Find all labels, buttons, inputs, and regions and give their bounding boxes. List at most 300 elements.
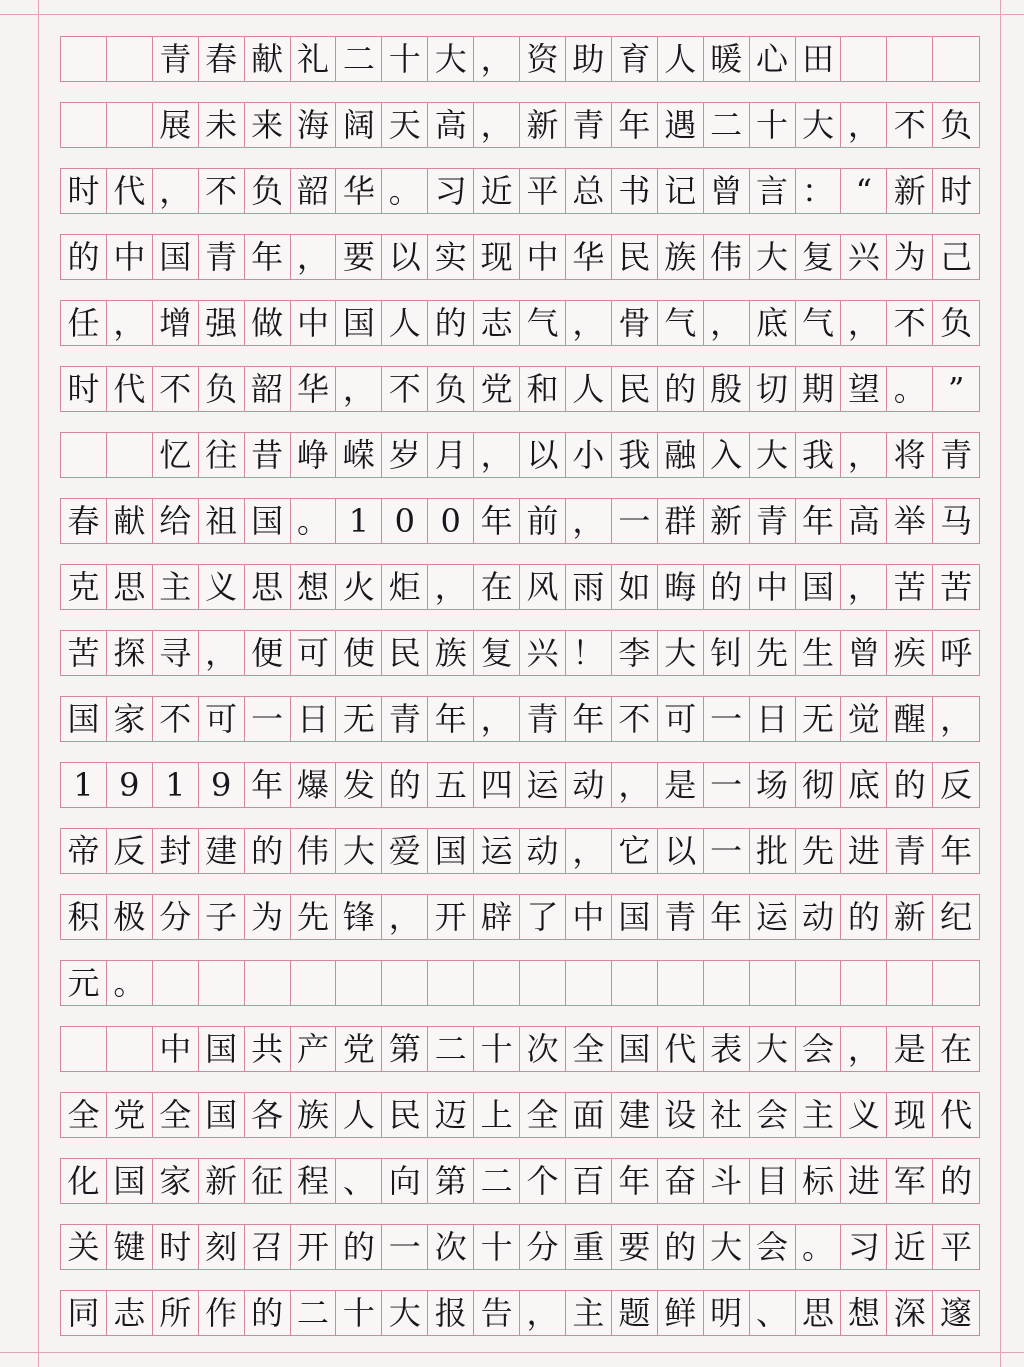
grid-cell: 重 <box>566 1225 612 1269</box>
grid-cell: 年 <box>245 763 291 807</box>
grid-cell: 锋 <box>336 895 382 939</box>
grid-cell: 代 <box>107 367 153 411</box>
grid-cell <box>704 961 750 1005</box>
grid-cell: 华 <box>336 169 382 213</box>
grid-cell <box>841 37 887 81</box>
grid-cell: 我 <box>612 433 658 477</box>
grid-cell: 家 <box>107 697 153 741</box>
essay-line <box>60 1224 980 1270</box>
grid-cell: 反 <box>107 829 153 873</box>
grid-cell: ， <box>841 301 887 345</box>
grid-cell: 了 <box>520 895 566 939</box>
grid-cell: 国 <box>245 499 291 543</box>
grid-cell: 负 <box>940 304 973 342</box>
grid-cell: 伟 <box>704 235 750 279</box>
grid-cell: 先 <box>796 829 842 873</box>
grid-cell: 表 <box>704 1027 750 1071</box>
grid-cell: 中 <box>750 565 796 609</box>
grid-cell: 民 <box>612 235 658 279</box>
grid-cell: 想 <box>291 565 337 609</box>
grid-cell: 不 <box>887 301 933 345</box>
grid-cell: 国 <box>796 565 842 609</box>
grid-cell: ！ <box>566 631 612 675</box>
grid-cell: 礼 <box>291 37 337 81</box>
grid-cell: 在 <box>474 565 520 609</box>
grid-cell: 复 <box>474 631 520 675</box>
grid-cell: 民 <box>382 1093 428 1137</box>
grid-cell: 可 <box>291 631 337 675</box>
grid-cell: ， <box>291 235 337 279</box>
essay-line <box>60 1092 980 1138</box>
grid-cell: ， <box>382 895 428 939</box>
grid-cell: 化 <box>61 1159 107 1203</box>
grid-cell: 的 <box>658 367 704 411</box>
grid-cell: 十 <box>474 1225 520 1269</box>
grid-cell: 它 <box>612 829 658 873</box>
grid-cell: ， <box>841 433 887 477</box>
grid-cell: 青 <box>658 895 704 939</box>
grid-cell: 党 <box>474 367 520 411</box>
grid-cell: 曾 <box>704 169 750 213</box>
grid-cell: 明 <box>704 1291 750 1335</box>
essay-line <box>60 630 980 676</box>
grid-cell: ， <box>841 103 887 147</box>
grid-cell: 族 <box>658 235 704 279</box>
grid-cell: 平 <box>940 1228 973 1266</box>
grid-cell: 征 <box>245 1159 291 1203</box>
grid-cell: 会 <box>750 1093 796 1137</box>
grid-cell: 五 <box>428 763 474 807</box>
grid-cell: 义 <box>841 1093 887 1137</box>
grid-cell: 忆 <box>153 433 199 477</box>
grid-cell <box>245 961 291 1005</box>
grid-cell: 春 <box>199 37 245 81</box>
grid-cell: 青 <box>566 103 612 147</box>
essay-line <box>60 564 980 610</box>
grid-cell: 元 <box>61 961 107 1005</box>
grid-cell: 苦 <box>61 631 107 675</box>
grid-cell: 便 <box>245 631 291 675</box>
grid-cell: 不 <box>382 367 428 411</box>
grid-cell: 产 <box>291 1027 337 1071</box>
grid-cell: ， <box>841 1027 887 1071</box>
grid-cell: 人 <box>336 1093 382 1137</box>
grid-cell: ， <box>474 433 520 477</box>
grid-cell: 年 <box>428 697 474 741</box>
grid-cell: 呼 <box>940 634 973 672</box>
grid-cell: 遇 <box>658 103 704 147</box>
grid-cell: 祖 <box>199 499 245 543</box>
grid-cell: 晦 <box>658 565 704 609</box>
grid-cell <box>153 961 199 1005</box>
grid-cell: 小 <box>566 433 612 477</box>
grid-cell: ， <box>704 301 750 345</box>
grid-cell: 阔 <box>336 103 382 147</box>
grid-cell <box>61 433 107 477</box>
grid-cell: 的 <box>428 301 474 345</box>
grid-cell: 中 <box>153 1027 199 1071</box>
grid-cell: 为 <box>887 235 933 279</box>
grid-cell: 大 <box>750 1027 796 1071</box>
grid-cell: 全 <box>61 1093 107 1137</box>
grid-cell: 青 <box>750 499 796 543</box>
grid-cell: 党 <box>107 1093 153 1137</box>
grid-cell: 一 <box>704 829 750 873</box>
grid-cell: 献 <box>245 37 291 81</box>
grid-cell: 国 <box>199 1027 245 1071</box>
grid-cell: 在 <box>940 1030 973 1068</box>
grid-cell: 社 <box>704 1093 750 1137</box>
grid-cell: “ <box>841 169 887 213</box>
grid-cell: 青 <box>940 436 973 474</box>
grid-cell: 批 <box>750 829 796 873</box>
grid-cell: 习 <box>841 1225 887 1269</box>
grid-cell: 海 <box>291 103 337 147</box>
grid-cell: ， <box>566 301 612 345</box>
grid-cell: 第 <box>428 1159 474 1203</box>
grid-cell: ， <box>199 631 245 675</box>
grid-cell: 一 <box>612 499 658 543</box>
grid-cell: 入 <box>704 433 750 477</box>
grid-cell: 醒 <box>887 697 933 741</box>
grid-cell: 分 <box>520 1225 566 1269</box>
grid-cell: 深 <box>887 1291 933 1335</box>
grid-cell: 骨 <box>612 301 658 345</box>
grid-cell: 。 <box>107 961 153 1005</box>
grid-cell: 时 <box>940 172 973 210</box>
grid-cell: 纪 <box>940 898 973 936</box>
grid-cell: 年 <box>612 103 658 147</box>
grid-cell: 先 <box>291 895 337 939</box>
grid-cell: 年 <box>940 832 973 870</box>
grid-cell: 气 <box>520 301 566 345</box>
essay-line <box>60 960 980 1006</box>
grid-cell: 底 <box>841 763 887 807</box>
grid-cell: 族 <box>291 1093 337 1137</box>
grid-cell: 总 <box>566 169 612 213</box>
grid-cell: 全 <box>153 1093 199 1137</box>
grid-cell: 人 <box>658 37 704 81</box>
grid-cell <box>658 961 704 1005</box>
grid-cell: 所 <box>153 1291 199 1335</box>
grid-cell: ， <box>566 829 612 873</box>
grid-cell <box>61 103 107 147</box>
grid-cell: 的 <box>841 895 887 939</box>
grid-cell: 负 <box>940 106 973 144</box>
grid-cell: 新 <box>887 895 933 939</box>
grid-cell: 开 <box>428 895 474 939</box>
grid-cell: 气 <box>796 301 842 345</box>
grid-cell <box>520 961 566 1005</box>
grid-cell: 负 <box>428 367 474 411</box>
grid-cell: 前 <box>520 499 566 543</box>
grid-cell: 、 <box>750 1291 796 1335</box>
grid-cell: 迈 <box>428 1093 474 1137</box>
grid-cell: 生 <box>796 631 842 675</box>
grid-cell: 志 <box>474 301 520 345</box>
grid-cell: ， <box>612 763 658 807</box>
grid-cell: 青 <box>382 697 428 741</box>
grid-cell: 面 <box>566 1093 612 1137</box>
grid-cell: 国 <box>428 829 474 873</box>
grid-cell: 一 <box>382 1225 428 1269</box>
essay-line <box>60 36 980 82</box>
grid-cell: 近 <box>887 1225 933 1269</box>
grid-cell: 殷 <box>704 367 750 411</box>
grid-cell: 年 <box>245 235 291 279</box>
grid-cell: ， <box>940 700 973 738</box>
grid-cell: 帝 <box>61 829 107 873</box>
grid-cell: 9 <box>107 763 153 807</box>
essay-line <box>60 828 980 874</box>
grid-cell <box>474 961 520 1005</box>
grid-cell: 无 <box>336 697 382 741</box>
grid-cell: 。 <box>291 499 337 543</box>
grid-cell: 的 <box>382 763 428 807</box>
grid-cell: 爱 <box>382 829 428 873</box>
grid-cell <box>107 103 153 147</box>
grid-cell: ， <box>474 103 520 147</box>
grid-cell: 年 <box>566 697 612 741</box>
grid-cell: 克 <box>61 565 107 609</box>
grid-cell: 昔 <box>245 433 291 477</box>
grid-cell: 献 <box>107 499 153 543</box>
grid-cell: 育 <box>612 37 658 81</box>
grid-cell: 心 <box>750 37 796 81</box>
top-margin-line <box>0 14 1024 15</box>
grid-cell: 二 <box>428 1027 474 1071</box>
grid-cell: 新 <box>704 499 750 543</box>
grid-cell: 中 <box>520 235 566 279</box>
grid-cell: 往 <box>199 433 245 477</box>
grid-cell: 资 <box>520 37 566 81</box>
grid-cell: 一 <box>245 697 291 741</box>
grid-cell: 炬 <box>382 565 428 609</box>
grid-cell: 给 <box>153 499 199 543</box>
grid-cell: 使 <box>336 631 382 675</box>
grid-cell: 运 <box>750 895 796 939</box>
grid-cell: 题 <box>612 1291 658 1335</box>
grid-cell: 华 <box>291 367 337 411</box>
grid-cell: 第 <box>382 1027 428 1071</box>
grid-cell: 一 <box>704 763 750 807</box>
grid-cell: 大 <box>704 1225 750 1269</box>
grid-cell: 各 <box>245 1093 291 1137</box>
grid-cell: 召 <box>245 1225 291 1269</box>
grid-cell: 会 <box>750 1225 796 1269</box>
grid-cell: 国 <box>612 895 658 939</box>
grid-cell: 极 <box>107 895 153 939</box>
grid-cell: 。 <box>887 367 933 411</box>
grid-cell: 中 <box>566 895 612 939</box>
grid-cell: ， <box>841 565 887 609</box>
grid-cell: 高 <box>841 499 887 543</box>
grid-cell: 负 <box>199 367 245 411</box>
grid-cell: 鲜 <box>658 1291 704 1335</box>
grid-cell: 疾 <box>887 631 933 675</box>
grid-cell: 的 <box>658 1225 704 1269</box>
grid-cell: 国 <box>336 301 382 345</box>
grid-cell: 分 <box>153 895 199 939</box>
grid-cell: 习 <box>428 169 474 213</box>
grid-cell: 要 <box>336 235 382 279</box>
grid-cell <box>887 961 933 1005</box>
grid-cell: 运 <box>520 763 566 807</box>
grid-cell: 志 <box>107 1291 153 1335</box>
essay-line <box>60 696 980 742</box>
grid-cell: 新 <box>887 169 933 213</box>
grid-cell: 一 <box>704 697 750 741</box>
grid-cell: 家 <box>153 1159 199 1203</box>
left-margin-line <box>38 0 39 1367</box>
grid-cell: 书 <box>612 169 658 213</box>
grid-cell: 伟 <box>291 829 337 873</box>
grid-cell: 高 <box>428 103 474 147</box>
grid-cell <box>933 961 979 1005</box>
grid-cell: 期 <box>796 367 842 411</box>
grid-cell: 助 <box>566 37 612 81</box>
grid-cell: 次 <box>428 1225 474 1269</box>
grid-cell: 任 <box>61 301 107 345</box>
grid-cell: ” <box>947 370 965 408</box>
grid-cell: 不 <box>887 103 933 147</box>
grid-cell: 大 <box>796 103 842 147</box>
grid-cell <box>566 961 612 1005</box>
essay-line <box>60 168 980 214</box>
grid-cell: 国 <box>153 235 199 279</box>
grid-cell: 代 <box>940 1096 973 1134</box>
grid-cell: 民 <box>382 631 428 675</box>
grid-cell: 动 <box>520 829 566 873</box>
grid-cell: 想 <box>841 1291 887 1335</box>
grid-cell: 时 <box>61 169 107 213</box>
grid-cell: 代 <box>107 169 153 213</box>
grid-cell <box>796 961 842 1005</box>
grid-cell: 雨 <box>566 565 612 609</box>
grid-cell: 代 <box>658 1027 704 1071</box>
grid-cell: 以 <box>658 829 704 873</box>
grid-cell: 年 <box>474 499 520 543</box>
grid-cell: ， <box>566 499 612 543</box>
grid-cell: ， <box>336 367 382 411</box>
grid-cell: 大 <box>382 1291 428 1335</box>
grid-cell: 思 <box>245 565 291 609</box>
grid-cell: 不 <box>612 697 658 741</box>
grid-cell: 十 <box>474 1027 520 1071</box>
grid-cell: 年 <box>612 1159 658 1203</box>
grid-cell <box>933 37 979 81</box>
grid-cell: 兴 <box>520 631 566 675</box>
grid-cell: 爆 <box>291 763 337 807</box>
essay-line <box>60 1026 980 1072</box>
grid-cell: 实 <box>428 235 474 279</box>
grid-cell: 岁 <box>382 433 428 477</box>
grid-cell: 反 <box>940 766 973 804</box>
grid-cell: 大 <box>428 37 474 81</box>
right-margin-line <box>1000 0 1001 1367</box>
grid-cell: 田 <box>796 37 842 81</box>
grid-cell: 青 <box>520 697 566 741</box>
grid-cell: 奋 <box>658 1159 704 1203</box>
grid-cell: 青 <box>153 37 199 81</box>
essay-line <box>60 498 980 544</box>
grid-cell: 全 <box>520 1093 566 1137</box>
grid-cell: ， <box>474 697 520 741</box>
grid-cell: 日 <box>750 697 796 741</box>
grid-cell: 记 <box>658 169 704 213</box>
grid-cell: 言 <box>750 169 796 213</box>
grid-cell: 1 <box>153 763 199 807</box>
grid-cell: 中 <box>107 235 153 279</box>
grid-cell: 融 <box>658 433 704 477</box>
essay-line <box>60 762 980 808</box>
grid-cell: 负 <box>245 169 291 213</box>
grid-cell: 积 <box>61 895 107 939</box>
grid-cell <box>612 961 658 1005</box>
grid-cell: 是 <box>887 1027 933 1071</box>
grid-cell: ， <box>474 37 520 81</box>
grid-cell: 彻 <box>796 763 842 807</box>
grid-cell: 目 <box>750 1159 796 1203</box>
grid-cell: 刻 <box>199 1225 245 1269</box>
grid-cell: 封 <box>153 829 199 873</box>
grid-cell: 新 <box>199 1159 245 1203</box>
grid-cell: 春 <box>61 499 107 543</box>
grid-cell: 军 <box>887 1159 933 1203</box>
grid-cell: 键 <box>107 1225 153 1269</box>
grid-cell: 来 <box>245 103 291 147</box>
grid-cell: 的 <box>940 1162 973 1200</box>
grid-cell: 国 <box>199 1093 245 1137</box>
grid-cell: 强 <box>199 301 245 345</box>
grid-cell: 中 <box>291 301 337 345</box>
grid-cell: 华 <box>566 235 612 279</box>
grid-cell <box>61 37 107 81</box>
grid-cell: 关 <box>61 1225 107 1269</box>
grid-cell <box>428 961 474 1005</box>
grid-cell: 二 <box>291 1291 337 1335</box>
grid-cell: 二 <box>704 103 750 147</box>
grid-cell: 峥 <box>291 433 337 477</box>
grid-cell: 告 <box>474 1291 520 1335</box>
grid-cell <box>107 1027 153 1071</box>
grid-cell: 思 <box>107 565 153 609</box>
grid-cell: 主 <box>153 565 199 609</box>
grid-cell: 1 <box>61 763 107 807</box>
grid-cell: 0 <box>382 499 428 543</box>
grid-cell: ， <box>107 301 153 345</box>
essay-grid <box>60 36 980 1356</box>
grid-cell: 民 <box>612 367 658 411</box>
grid-cell: 会 <box>796 1027 842 1071</box>
grid-cell: 暖 <box>704 37 750 81</box>
grid-cell: 次 <box>520 1027 566 1071</box>
grid-cell: 现 <box>474 235 520 279</box>
essay-line <box>60 1290 980 1336</box>
grid-cell: 举 <box>887 499 933 543</box>
grid-cell <box>382 961 428 1005</box>
grid-cell: 己 <box>940 238 973 276</box>
grid-cell: 韶 <box>245 367 291 411</box>
grid-cell: 可 <box>199 697 245 741</box>
grid-cell: 大 <box>336 829 382 873</box>
grid-cell: 十 <box>750 103 796 147</box>
grid-cell: 未 <box>199 103 245 147</box>
grid-cell <box>107 37 153 81</box>
grid-cell: 。 <box>796 1225 842 1269</box>
grid-cell: 近 <box>474 169 520 213</box>
grid-cell: 气 <box>658 301 704 345</box>
